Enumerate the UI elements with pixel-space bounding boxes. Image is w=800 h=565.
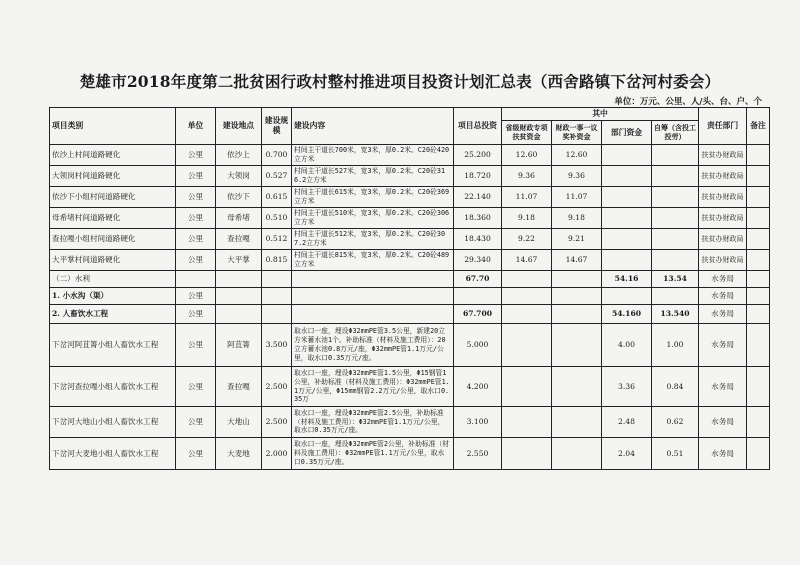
table-row	[50, 166, 770, 187]
cell-self	[652, 229, 699, 250]
table-row	[50, 208, 770, 229]
cell-item: 依沙下小组村间道路硬化	[50, 187, 176, 208]
cell-self	[652, 166, 699, 187]
cell-remark	[747, 229, 770, 250]
cell-total: 22.140	[454, 187, 502, 208]
cell-unit: 公里	[176, 166, 216, 187]
cell-item: 母希堵村间道路硬化	[50, 208, 176, 229]
cell-provincial	[502, 407, 552, 438]
cell-self	[652, 288, 699, 305]
cell-remark	[747, 271, 770, 288]
cell-provincial: 14.67	[502, 250, 552, 271]
cell-dept	[602, 250, 652, 271]
units-note: 单位：万元、公里、人/头、台、户、个	[614, 97, 762, 107]
cell-responsible: 水务局	[699, 305, 747, 324]
cell-location	[216, 271, 262, 288]
cell-provincial: 9.36	[502, 166, 552, 187]
cell-responsible: 水务局	[699, 407, 747, 438]
cell-dept: 54.160	[602, 305, 652, 324]
cell-unit: 公里	[176, 305, 216, 324]
cell-one-case: 9.18	[552, 208, 602, 229]
cell-dept: 2.04	[602, 438, 652, 470]
cell-content: 村间主干道长512米，宽3米，厚0.2米。C20砼307.2立方米	[292, 229, 454, 250]
cell-location: 大平掌	[216, 250, 262, 271]
cell-scale: 2.000	[262, 438, 292, 470]
cell-dept	[602, 229, 652, 250]
cell-one-case: 14.67	[552, 250, 602, 271]
cell-item: 1. 小水沟（渠）	[50, 288, 176, 305]
cell-content: 取水口一座，埋设Φ32mmPE管2.5公里，补助标准（材料及施工费用）：Φ32mmPE管1.1万元/公里，取水口0.35万元/座。	[292, 407, 454, 438]
cell-content: 村间主干道长615米，宽3米，厚0.2米。C20砼369立方米	[292, 187, 454, 208]
cell-item: 下岔河阿苴箐小组人畜饮水工程	[50, 324, 176, 367]
investment-table	[49, 107, 770, 470]
cell-self: 0.51	[652, 438, 699, 470]
cell-responsible: 水务局	[699, 367, 747, 407]
cell-location: 查拉嘎	[216, 229, 262, 250]
cell-total: 3.100	[454, 407, 502, 438]
cell-remark	[747, 305, 770, 324]
cell-dept	[602, 208, 652, 229]
cell-dept	[602, 187, 652, 208]
cell-one-case	[552, 324, 602, 367]
cell-provincial: 11.07	[502, 187, 552, 208]
cell-provincial	[502, 367, 552, 407]
cell-location	[216, 288, 262, 305]
cell-item: （二）水利	[50, 271, 176, 288]
cell-unit: 公里	[176, 208, 216, 229]
cell-responsible: 水务局	[699, 324, 747, 367]
cell-one-case: 9.36	[552, 166, 602, 187]
cell-remark	[747, 324, 770, 367]
header-self: 自筹（含投工投劳）	[652, 121, 699, 145]
cell-location: 大领岗	[216, 166, 262, 187]
cell-one-case	[552, 367, 602, 407]
header-remark: 备注	[747, 108, 770, 145]
table-row	[50, 250, 770, 271]
cell-remark	[747, 367, 770, 407]
cell-total: 18.430	[454, 229, 502, 250]
cell-responsible: 水务局	[699, 288, 747, 305]
cell-unit: 公里	[176, 229, 216, 250]
cell-provincial: 12.60	[502, 145, 552, 166]
cell-responsible: 扶贫办财政局	[699, 145, 747, 166]
cell-one-case	[552, 305, 602, 324]
header-one-case: 财政一事一议奖补资金	[552, 121, 602, 145]
cell-content	[292, 288, 454, 305]
table-row	[50, 288, 770, 305]
cell-dept	[602, 166, 652, 187]
table-row	[50, 438, 770, 470]
cell-scale: 0.510	[262, 208, 292, 229]
cell-unit: 公里	[176, 407, 216, 438]
cell-responsible: 扶贫办财政局	[699, 229, 747, 250]
cell-location: 依沙上	[216, 145, 262, 166]
cell-self: 1.00	[652, 324, 699, 367]
cell-self	[652, 250, 699, 271]
cell-scale: 0.615	[262, 187, 292, 208]
cell-scale: 3.500	[262, 324, 292, 367]
cell-provincial	[502, 288, 552, 305]
cell-content	[292, 271, 454, 288]
table-row	[50, 271, 770, 288]
cell-content: 取水口一座，埋设Φ32mmPE管1.5公里，Φ15钢管1公里，补助标准（材料及施工费用）：Φ32mmPE管1.1万元/公里，Φ15mm钢管2.2万元/公里，取水口0.35万	[292, 367, 454, 407]
cell-location: 阿苴箐	[216, 324, 262, 367]
cell-provincial	[502, 324, 552, 367]
cell-one-case	[552, 438, 602, 470]
cell-scale	[262, 271, 292, 288]
cell-provincial	[502, 438, 552, 470]
cell-remark	[747, 438, 770, 470]
cell-item: 2. 人畜饮水工程	[50, 305, 176, 324]
cell-total: 4.200	[454, 367, 502, 407]
cell-location: 大麦地	[216, 438, 262, 470]
header-content: 建设内容	[292, 108, 454, 145]
cell-content: 村间主干道长815米，宽3米，厚0.2米。C20砼489立方米	[292, 250, 454, 271]
cell-location: 依沙下	[216, 187, 262, 208]
cell-total: 67.700	[454, 305, 502, 324]
cell-one-case: 9.21	[552, 229, 602, 250]
cell-dept	[602, 288, 652, 305]
header-responsible: 责任部门	[699, 108, 747, 145]
cell-provincial: 9.18	[502, 208, 552, 229]
cell-content: 村间主干道长510米，宽3米，厚0.2米。C20砼306立方米	[292, 208, 454, 229]
header-dept: 部门资金	[602, 121, 652, 145]
cell-location: 查拉嘎	[216, 367, 262, 407]
cell-content: 村间主干道长527米，宽3米，厚0.2米。C20砼316.2立方米	[292, 166, 454, 187]
cell-scale: 0.815	[262, 250, 292, 271]
cell-unit: 公里	[176, 288, 216, 305]
cell-location	[216, 305, 262, 324]
header-scale: 建设规模	[262, 108, 292, 145]
cell-provincial	[502, 271, 552, 288]
cell-content: 取水口一座，埋设Φ32mmPE管2公里，补助标准（材料及施工费用）：Φ32mmPE管1.1万元/公里，取水口0.35万元/座。	[292, 438, 454, 470]
cell-total: 25.200	[454, 145, 502, 166]
cell-unit: 公里	[176, 367, 216, 407]
cell-remark	[747, 187, 770, 208]
cell-item: 大领岗村间道路硬化	[50, 166, 176, 187]
cell-dept: 4.00	[602, 324, 652, 367]
cell-one-case: 11.07	[552, 187, 602, 208]
cell-item: 大平掌村间道路硬化	[50, 250, 176, 271]
cell-item: 下岔河查拉嘎小组人畜饮水工程	[50, 367, 176, 407]
cell-item: 下岔河大麦地小组人畜饮水工程	[50, 438, 176, 470]
cell-item: 依沙上村间道路硬化	[50, 145, 176, 166]
cell-remark	[747, 208, 770, 229]
cell-responsible: 水务局	[699, 271, 747, 288]
cell-total: 18.720	[454, 166, 502, 187]
cell-item: 查拉嘎小组村间道路硬化	[50, 229, 176, 250]
cell-scale: 2.500	[262, 367, 292, 407]
cell-total: 67.70	[454, 271, 502, 288]
cell-scale: 2.500	[262, 407, 292, 438]
cell-scale: 0.700	[262, 145, 292, 166]
cell-self: 13.54	[652, 271, 699, 288]
cell-self: 13.540	[652, 305, 699, 324]
header-item: 项目类别	[50, 108, 176, 145]
cell-responsible: 扶贫办财政局	[699, 166, 747, 187]
cell-scale	[262, 305, 292, 324]
cell-total: 5.000	[454, 324, 502, 367]
cell-remark	[747, 250, 770, 271]
table-row	[50, 229, 770, 250]
cell-content	[292, 305, 454, 324]
cell-location: 母希堵	[216, 208, 262, 229]
cell-unit	[176, 271, 216, 288]
header-provincial: 省级财政专项扶贫资金	[502, 121, 552, 145]
page-title: 楚雄市2018年度第二批贫困行政村整村推进项目投资计划汇总表（西舍路镇下岔河村委会）	[79, 72, 721, 91]
table-row	[50, 367, 770, 407]
cell-scale: 0.527	[262, 166, 292, 187]
cell-total: 18.360	[454, 208, 502, 229]
cell-one-case	[552, 407, 602, 438]
cell-scale: 0.512	[262, 229, 292, 250]
cell-unit: 公里	[176, 438, 216, 470]
cell-dept: 54.16	[602, 271, 652, 288]
table-row	[50, 145, 770, 166]
cell-dept: 2.48	[602, 407, 652, 438]
cell-one-case	[552, 271, 602, 288]
cell-total: 29.340	[454, 250, 502, 271]
header-among: 其中	[502, 108, 699, 121]
cell-remark	[747, 407, 770, 438]
cell-dept	[602, 145, 652, 166]
header-unit: 单位	[176, 108, 216, 145]
cell-remark	[747, 288, 770, 305]
cell-location: 大地山	[216, 407, 262, 438]
cell-provincial: 9.22	[502, 229, 552, 250]
cell-unit: 公里	[176, 187, 216, 208]
cell-remark	[747, 145, 770, 166]
cell-item: 下岔河大地山小组人畜饮水工程	[50, 407, 176, 438]
cell-total	[454, 288, 502, 305]
table-row	[50, 305, 770, 324]
header-total: 项目总投资	[454, 108, 502, 145]
cell-dept: 3.36	[602, 367, 652, 407]
header-location: 建设地点	[216, 108, 262, 145]
cell-self: 0.62	[652, 407, 699, 438]
table-row	[50, 324, 770, 367]
cell-total: 2.550	[454, 438, 502, 470]
cell-unit: 公里	[176, 324, 216, 367]
cell-responsible: 扶贫办财政局	[699, 250, 747, 271]
cell-self: 0.84	[652, 367, 699, 407]
cell-provincial	[502, 305, 552, 324]
cell-one-case: 12.60	[552, 145, 602, 166]
cell-content: 取水口一座，埋设Φ32mmPE管3.5公里，新建20立方米蓄水池1个。补助标准（材料及施工费用）：20立方蓄水池0.8万元/座，Φ32mmPE管1.1万元/公里，取水口0.35万元/座。	[292, 324, 454, 367]
cell-unit: 公里	[176, 145, 216, 166]
cell-self	[652, 145, 699, 166]
cell-one-case	[552, 288, 602, 305]
cell-responsible: 扶贫办财政局	[699, 187, 747, 208]
cell-self	[652, 208, 699, 229]
table-row	[50, 407, 770, 438]
cell-remark	[747, 166, 770, 187]
cell-content: 村间主干道长700米，宽3米，厚0.2米。C20砼420立方米	[292, 145, 454, 166]
cell-unit: 公里	[176, 250, 216, 271]
cell-scale	[262, 288, 292, 305]
cell-self	[652, 187, 699, 208]
cell-responsible: 扶贫办财政局	[699, 208, 747, 229]
table-row	[50, 187, 770, 208]
cell-responsible: 水务局	[699, 438, 747, 470]
